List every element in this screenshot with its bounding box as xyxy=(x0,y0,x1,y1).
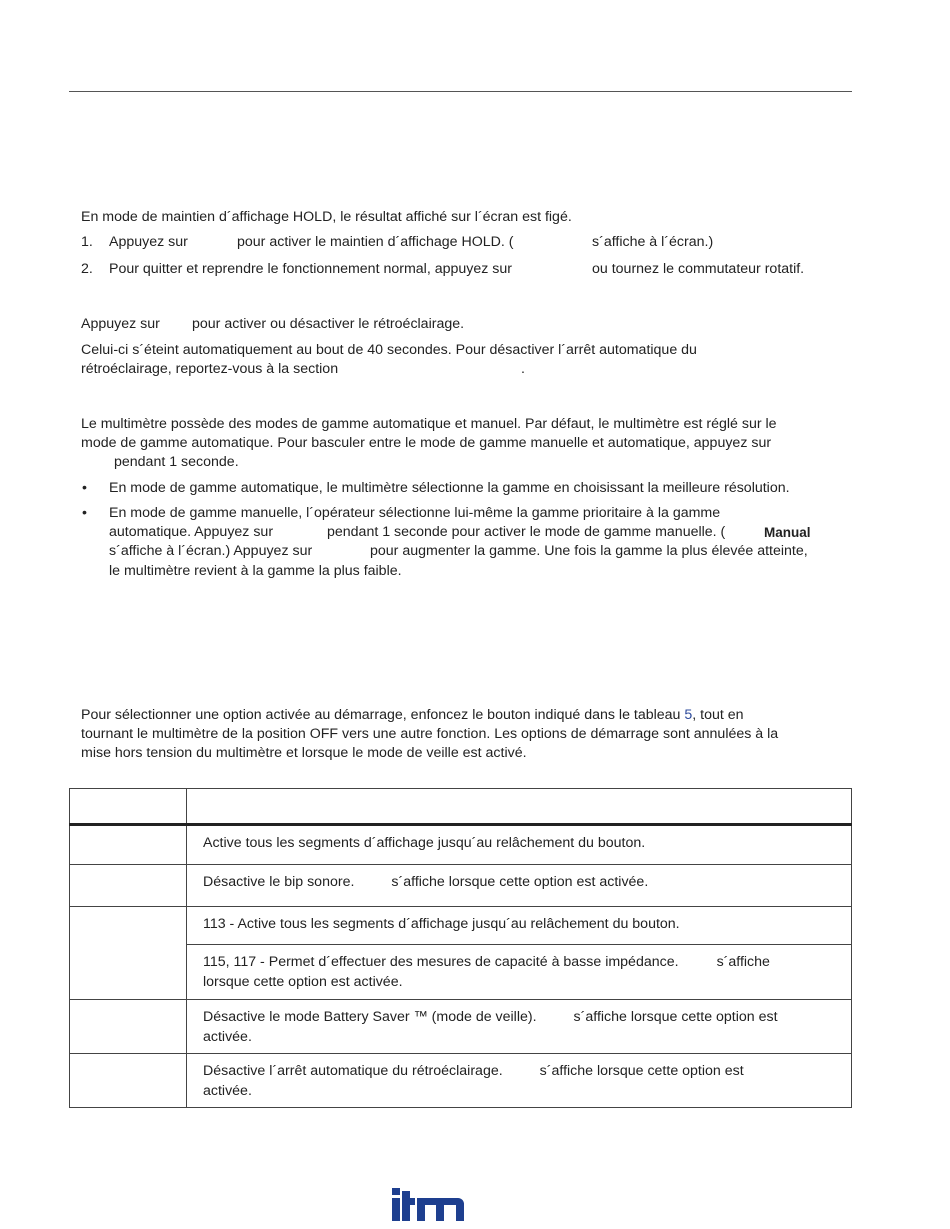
button-cell xyxy=(70,825,187,865)
backlight-para-line: Celui-ci s´éteint automatiquement au bout de 40 secondes. Pour désactiver l´arrêt automatique du xyxy=(81,342,697,358)
description-text: s´affiche lorsque cette option est xyxy=(573,1009,778,1025)
button-cell xyxy=(70,907,187,1000)
backlight-para-end: . xyxy=(521,361,525,377)
backlight-text-b: pour activer ou désactiver le rétroéclairage. xyxy=(192,316,465,332)
step2-text-b: ou tournez le commutateur rotatif. xyxy=(592,261,805,277)
step1-text-a: Appuyez sur xyxy=(109,234,188,250)
description-text: Désactive le bip sonore. xyxy=(203,874,355,890)
description-cell xyxy=(187,907,852,945)
table-reference-link[interactable]: 5 xyxy=(684,707,693,723)
step-number: 2. xyxy=(81,261,93,277)
startup-para-line: tournant le multimètre de la position OFF vers une autre fonction. Les options de démarrage sont annulées à la xyxy=(81,726,779,742)
table-row xyxy=(70,1000,852,1054)
description-cell xyxy=(187,825,852,865)
range-para-line: pendant 1 seconde. xyxy=(114,454,239,470)
itm-logo xyxy=(391,1188,464,1221)
table-header-cell xyxy=(70,789,187,825)
table-header-row xyxy=(70,789,852,825)
startup-para-line: mise hors tension du multimètre et lorsque le mode de veille est activé. xyxy=(81,745,527,761)
description-text: 115, 117 - Permet d´effectuer des mesures de capacité à basse impédance. xyxy=(203,954,679,970)
manual-indicator-text: Manual xyxy=(764,525,811,540)
range-para-line: Le multimètre possède des modes de gamme automatique et manuel. Par défaut, le multimètre est réglé sur le xyxy=(81,416,777,432)
startup-options-table xyxy=(69,788,852,1108)
table-row xyxy=(70,825,852,865)
bullet: • xyxy=(82,480,87,496)
description-cell xyxy=(187,945,852,1000)
table-row xyxy=(70,865,852,907)
table-row xyxy=(70,945,852,1000)
header-rule xyxy=(69,91,852,92)
table-row xyxy=(70,1054,852,1108)
button-cell xyxy=(70,1000,187,1054)
description-text: s´affiche lorsque cette option est activée. xyxy=(391,874,649,890)
step2-text-a: Pour quitter et reprendre le fonctionnement normal, appuyez sur xyxy=(109,261,512,277)
step1-text-c: s´affiche à l´écran.) xyxy=(592,234,714,250)
description-cell xyxy=(187,865,852,907)
description-text: Désactive l´arrêt automatique du rétroéclairage. xyxy=(203,1063,503,1079)
range-bullet-2-line: s´affiche à l´écran.) Appuyez sur xyxy=(109,543,313,559)
startup-text: Pour sélectionner une option activée au démarrage, enfoncez le bouton indiqué dans le tableau xyxy=(81,707,685,723)
description-text: 113 - Active tous les segments d´affichage jusqu´au relâchement du bouton. xyxy=(203,916,680,932)
range-bullet-2-line: En mode de gamme manuelle, l´opérateur sélectionne lui-même la gamme prioritaire à la gamme xyxy=(109,505,721,521)
range-bullet-2-line: le multimètre revient à la gamme la plus faible. xyxy=(109,563,402,579)
button-cell xyxy=(70,1054,187,1108)
step-number: 1. xyxy=(81,234,93,250)
description-text: lorsque cette option est activée. xyxy=(203,974,403,990)
startup-para-line xyxy=(81,706,744,725)
backlight-text-a: Appuyez sur xyxy=(81,316,160,332)
hold-intro: En mode de maintien d´affichage HOLD, le résultat affiché sur l´écran est figé. xyxy=(81,209,572,225)
range-bullet-2-line: pendant 1 seconde pour activer le mode de gamme manuelle. ( xyxy=(327,524,726,540)
description-text: Active tous les segments d´affichage jusqu´au relâchement du bouton. xyxy=(203,835,646,851)
description-text: s´affiche xyxy=(716,954,770,970)
table-row xyxy=(70,907,852,945)
range-para-line: mode de gamme automatique. Pour basculer entre le mode de gamme manuelle et automatique, appuyez sur xyxy=(81,435,772,451)
description-text: activée. xyxy=(203,1083,252,1099)
description-cell xyxy=(187,1000,852,1054)
description-cell xyxy=(187,1054,852,1108)
bullet: • xyxy=(82,505,87,521)
table-header-cell xyxy=(187,789,852,825)
startup-text: , tout en xyxy=(692,707,744,723)
backlight-para-line: rétroéclairage, reportez-vous à la section xyxy=(81,361,339,377)
range-bullet-2-line: automatique. Appuyez sur xyxy=(109,524,274,540)
range-bullet-1: En mode de gamme automatique, le multimètre sélectionne la gamme en choisissant la meilleure résolution. xyxy=(109,480,790,496)
description-text: Désactive le mode Battery Saver ™ (mode de veille). xyxy=(203,1009,537,1025)
range-bullet-2-line: pour augmenter la gamme. Une fois la gamme la plus élevée atteinte, xyxy=(370,543,808,559)
description-text: activée. xyxy=(203,1029,252,1045)
description-text: s´affiche lorsque cette option est xyxy=(539,1063,744,1079)
button-cell xyxy=(70,865,187,907)
step1-text-b: pour activer le maintien d´affichage HOLD. ( xyxy=(237,234,514,250)
